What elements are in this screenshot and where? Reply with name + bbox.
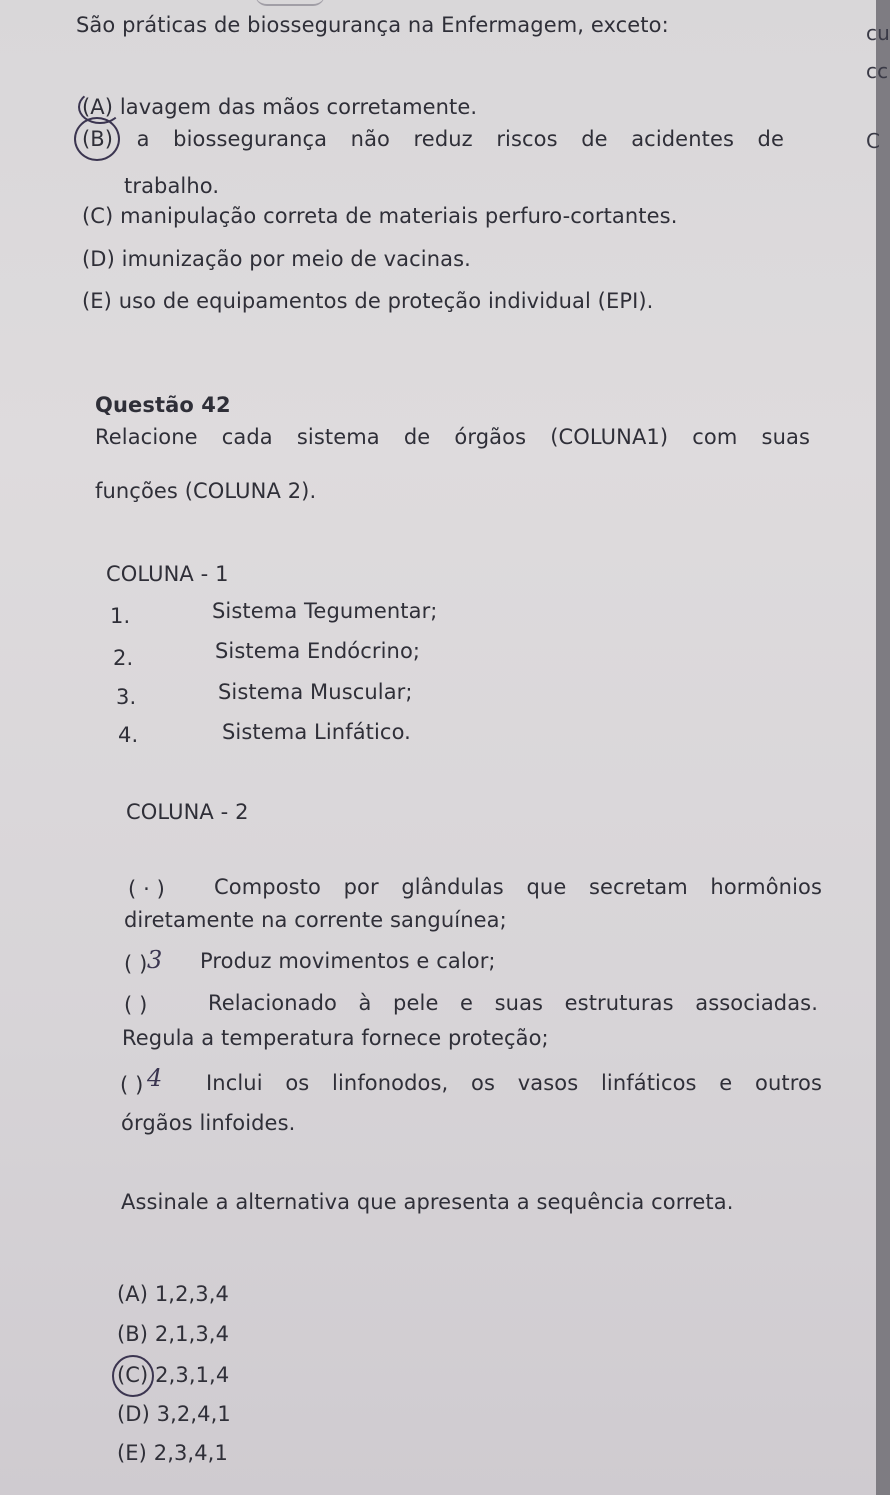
q42-instruction: Assinale a alternativa que apresenta a sequência correta. xyxy=(121,1190,734,1214)
handwritten-answer: 3 xyxy=(147,946,163,974)
column2-item-text: Produz movimentos e calor; xyxy=(200,949,496,973)
column1-item-number: 4. xyxy=(118,723,139,747)
column1-item-label: Sistema Tegumentar; xyxy=(212,599,438,623)
column1-item-number: 2. xyxy=(113,646,134,670)
margin-cut-text: cc xyxy=(866,59,889,83)
column1-item-label: Sistema Muscular; xyxy=(218,680,413,704)
q42-answer-d[interactable]: (D) 3,2,4,1 xyxy=(117,1402,231,1426)
q41-stem: São práticas de biossegurança na Enfermagem, exceto: xyxy=(76,13,669,37)
column2-item-text: Inclui os linfonodos, os vasos linfáticos e outros xyxy=(206,1071,822,1095)
column1-item-label: Sistema Endócrino; xyxy=(215,639,421,663)
margin-cut-text: C xyxy=(866,129,881,153)
q41-option-b[interactable]: (B) a biossegurança não reduz riscos de acidentes de xyxy=(82,127,784,151)
column2-item-text-cont: órgãos linfoides. xyxy=(121,1111,296,1135)
column2-item-text: Composto por glândulas que secretam hormônios xyxy=(214,875,822,899)
q42-title: Questão 42 xyxy=(95,393,231,417)
column2-answer-blank[interactable]: ( · ) xyxy=(128,877,165,901)
q41-option-d[interactable]: (D) imunização por meio de vacinas. xyxy=(82,247,471,271)
q42-answer-c[interactable]: (C) 2,3,1,4 xyxy=(117,1363,230,1387)
q41-option-a[interactable]: (A) lavagem das mãos corretamente. xyxy=(82,95,478,119)
handwritten-answer: 4 xyxy=(147,1064,163,1092)
column2-item-text: Relacionado à pele e suas estruturas associadas. xyxy=(208,991,818,1015)
column2-item-text-cont: diretamente na corrente sanguínea; xyxy=(124,908,507,932)
top-scribble-mark xyxy=(255,0,325,6)
column1-item-label: Sistema Linfático. xyxy=(222,720,411,744)
column1-item-number: 1. xyxy=(110,604,131,628)
column2-answer-blank[interactable]: ( ) xyxy=(124,952,148,976)
q41-option-b-cont: trabalho. xyxy=(124,174,220,198)
q42-stem-line2: funções (COLUNA 2). xyxy=(95,479,317,503)
page-edge-shadow xyxy=(876,0,890,1495)
column1-item-number: 3. xyxy=(116,685,137,709)
column2-answer-blank[interactable]: ( ) xyxy=(120,1073,144,1097)
answer-circle-mark xyxy=(112,1355,154,1397)
column2-item-text-cont: Regula a temperatura fornece proteção; xyxy=(122,1026,549,1050)
q42-answer-b[interactable]: (B) 2,1,3,4 xyxy=(117,1322,230,1346)
q41-option-e[interactable]: (E) uso de equipamentos de proteção individual (EPI). xyxy=(82,289,654,313)
q42-answer-e[interactable]: (E) 2,3,4,1 xyxy=(117,1441,228,1465)
column2-title: COLUNA - 2 xyxy=(126,800,249,824)
q41-option-c[interactable]: (C) manipulação correta de materiais perfuro-cortantes. xyxy=(82,204,678,228)
margin-cut-text: cu xyxy=(866,21,890,45)
q42-stem-line1: Relacione cada sistema de órgãos (COLUNA1) com suas xyxy=(95,425,810,449)
q42-answer-a[interactable]: (A) 1,2,3,4 xyxy=(117,1282,229,1306)
column2-answer-blank[interactable]: ( ) xyxy=(124,993,148,1017)
answer-circle-mark xyxy=(74,117,120,161)
column1-title: COLUNA - 1 xyxy=(106,562,229,586)
